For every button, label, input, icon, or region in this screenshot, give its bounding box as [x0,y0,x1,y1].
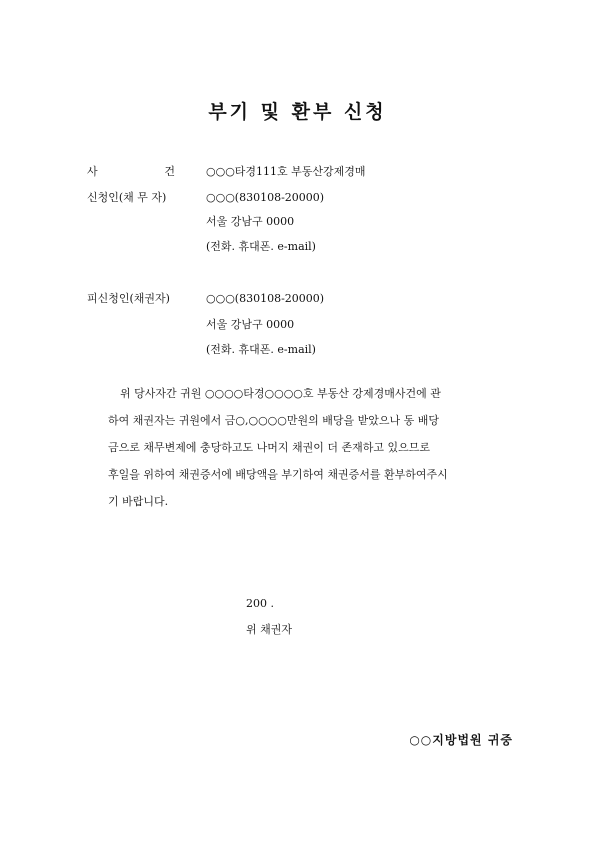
body-line-1: 위 당사자간 귀원 ○○○○타경○○○○호 부동산 강제경매사건에 관 [120,387,441,400]
document-title: 부기 및 환부 신청 [208,101,387,123]
case-value: ○○○타경111호 부동산강제경매 [206,165,366,178]
applicant-contact: (전화. 휴대폰. e-mail) [206,240,316,253]
respondent-name-id: ○○○(830108-20000) [206,292,325,305]
body-line-2: 하여 채권자는 귀원에서 금○,○○○○만원의 배당을 받았으나 동 배당 [108,414,439,427]
applicant-address: 서울 강남구 0000 [206,215,295,228]
creditor-line: 위 채권자 [246,623,293,636]
body-line-3: 금으로 채무변제에 충당하고도 나머지 채권이 더 존재하고 있으므로 [108,441,431,454]
date-line: 200 . [246,597,274,610]
court-addressee: ○○지방법원 귀중 [409,733,513,747]
respondent-label: 피신청인(채권자) [87,292,170,305]
case-label-part-2: 건 [164,165,175,178]
case-label [87,165,175,179]
case-label-part-1: 사 [87,165,98,178]
body-line-4: 후일을 위하여 채권증서에 배당액을 부기하여 채권증서를 환부하여주시 [108,468,448,481]
respondent-address: 서울 강남구 0000 [206,318,295,331]
body-line-5: 기 바랍니다. [108,495,169,508]
respondent-contact: (전화. 휴대폰. e-mail) [206,343,316,356]
applicant-name-id: ○○○(830108-20000) [206,191,325,204]
applicant-label: 신청인(채 무 자) [87,191,167,204]
